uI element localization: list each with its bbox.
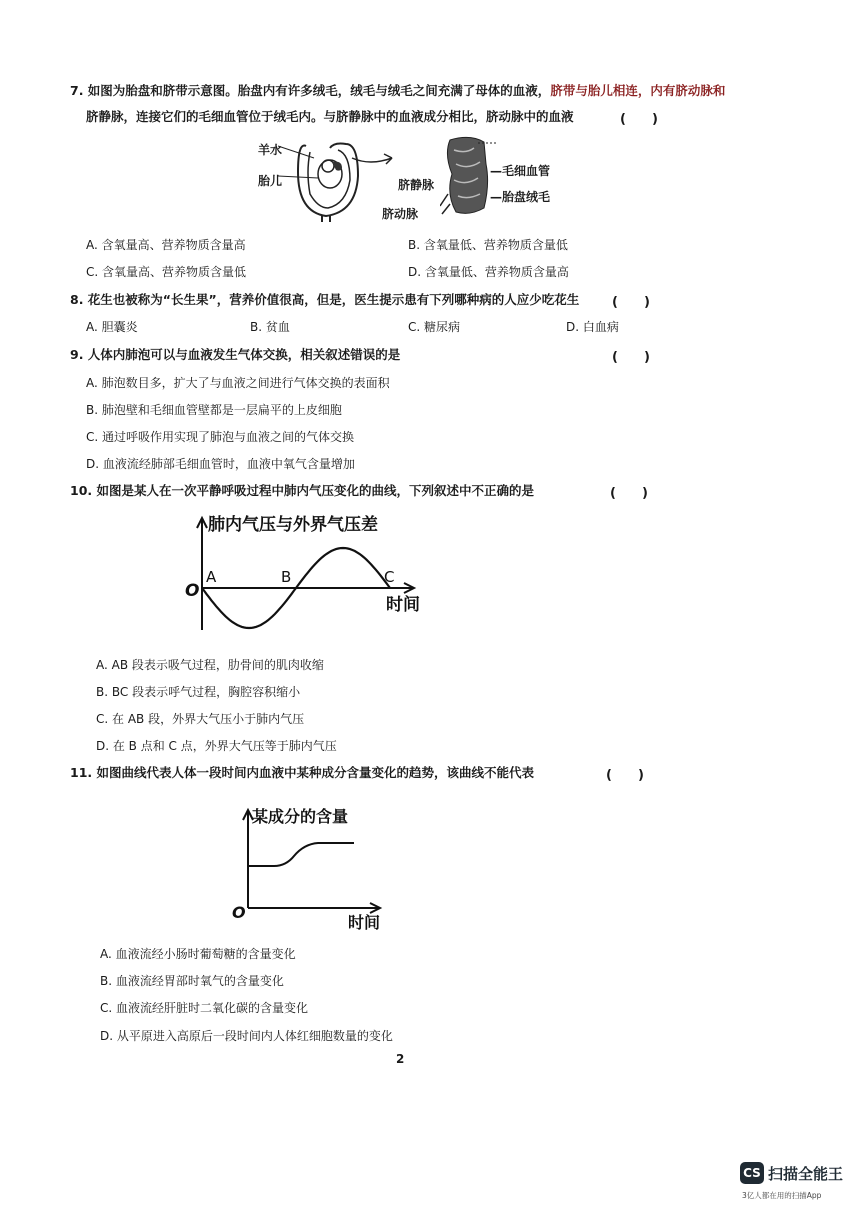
q10-pressure-chart (180, 512, 430, 642)
q7-label-amniotic: 羊水 (258, 143, 283, 157)
q9-option-b[interactable]: B. 肺泡壁和毛细血管壁都是一层扁平的上皮细胞 (86, 403, 342, 417)
q9-answer-paren: ( ) (612, 350, 650, 365)
q11-ylabel: 某成分的含量 (252, 807, 349, 826)
q7-stem-part1: 7. 如图为胎盘和脐带示意图。胎盘内有许多绒毛，绒毛与绒毛之间充满了母体的血液， (70, 83, 551, 98)
q7-option-d[interactable]: D. 含氧量低、营养物质含量高 (408, 265, 569, 279)
q11-stem: 11. 如图曲线代表人体一段时间内血液中某种成分含量变化的趋势，该曲线不能代表 (70, 765, 534, 780)
q11-option-b[interactable]: B. 血液流经胃部时氧气的含量变化 (100, 974, 284, 988)
q7-label-capillary (490, 162, 550, 180)
q7-dashline-icon (478, 138, 498, 148)
q11-option-c[interactable]: C. 血液流经肝脏时二氧化碳的含量变化 (100, 1001, 309, 1015)
q11-origin-label: O (232, 903, 246, 922)
q7-label-umbilical-vein: 脐静脉 (398, 178, 435, 192)
q10-answer-paren: ( ) (610, 486, 648, 501)
q7-label-villi-text: 胎盘绒毛 (502, 190, 551, 204)
q10-stem: 10. 如图是某人在一次平静呼吸过程中肺内气压变化的曲线，下列叙述中不正确的是 (70, 483, 534, 498)
q9-option-a[interactable]: A. 肺泡数目多，扩大了与血液之间进行气体交换的表面积 (86, 376, 390, 390)
camscanner-logo: CS (740, 1162, 764, 1184)
q7-stem-handwritten-part: 脐带与胎儿相连，内有脐动脉和 (550, 83, 726, 98)
q7-arrow-icon (350, 148, 400, 178)
q10-point-c: C (384, 568, 395, 586)
q7-option-c[interactable]: C. 含氧量高、营养物质含量低 (86, 265, 247, 279)
q7-stem-line1 (70, 82, 725, 100)
q8-option-a[interactable]: A. 胆囊炎 (86, 320, 138, 334)
camscanner-tagline: 3亿人都在用的扫描App (742, 1191, 822, 1200)
q11-answer-paren: ( ) (606, 768, 644, 783)
q8-option-d[interactable]: D. 白血病 (566, 320, 619, 334)
q10-point-a: A (206, 568, 217, 586)
q11-content-chart (228, 798, 398, 933)
q10-option-b[interactable]: B. BC 段表示呼气过程，胸腔容积缩小 (96, 685, 301, 699)
q9-option-c[interactable]: C. 通过呼吸作用实现了肺泡与血液之间的气体交换 (86, 430, 355, 444)
q10-xlabel: 时间 (386, 595, 420, 615)
q10-ylabel: 肺内气压与外界气压差 (208, 515, 378, 535)
q7-option-b[interactable]: B. 含氧量低、营养物质含量低 (408, 238, 568, 252)
q8-answer-paren: ( ) (612, 295, 650, 310)
q7-stem-line2: 脐静脉，连接它们的毛细血管位于绒毛内。与脐静脉中的血液成分相比，脐动脉中的血液 (86, 109, 574, 124)
q11-option-a[interactable]: A. 血液流经小肠时葡萄糖的含量变化 (100, 947, 296, 961)
q8-option-b[interactable]: B. 贫血 (250, 320, 290, 334)
q11-xlabel: 时间 (348, 913, 381, 932)
q8-stem: 8. 花生也被称为“长生果”，营养价值很高，但是，医生提示患有下列哪种病的人应少吃花生 (70, 292, 580, 307)
q10-origin-label: O (185, 581, 200, 601)
q7-label-villi-dash: — (490, 190, 502, 204)
q10-option-a[interactable]: A. AB 段表示吸气过程，肋骨间的肌肉收缩 (96, 658, 324, 672)
q7-answer-paren: ( ) (620, 112, 658, 127)
q10-option-d[interactable]: D. 在 B 点和 C 点，外界大气压等于肺内气压 (96, 739, 337, 753)
q7-label-villi (490, 188, 550, 206)
q11-option-d[interactable]: D. 从平原进入高原后一段时间内人体红细胞数量的变化 (100, 1029, 393, 1043)
q7-option-a[interactable]: A. 含氧量高、营养物质含量高 (86, 238, 246, 252)
page-number: 2 (396, 1052, 405, 1066)
q7-label-capillary-text: 毛细血管 (502, 164, 551, 178)
q10-option-c[interactable]: C. 在 AB 段，外界大气压小于肺内气压 (96, 712, 305, 726)
q7-label-fetus: 胎儿 (258, 174, 283, 188)
q9-stem: 9. 人体内肺泡可以与血液发生气体交换，相关叙述错误的是 (70, 347, 401, 362)
camscanner-name: 扫描全能王 (768, 1165, 844, 1183)
q11-content-curve (248, 843, 354, 866)
q7-label-umbilical-artery: 脐动脉 (382, 207, 419, 221)
q7-label-capillary-dash: — (490, 164, 502, 178)
q8-option-c[interactable]: C. 糖尿病 (408, 320, 461, 334)
q9-option-d[interactable]: D. 血液流经肺部毛细血管时，血液中氧气含量增加 (86, 457, 355, 471)
q10-point-b: B (281, 568, 292, 586)
